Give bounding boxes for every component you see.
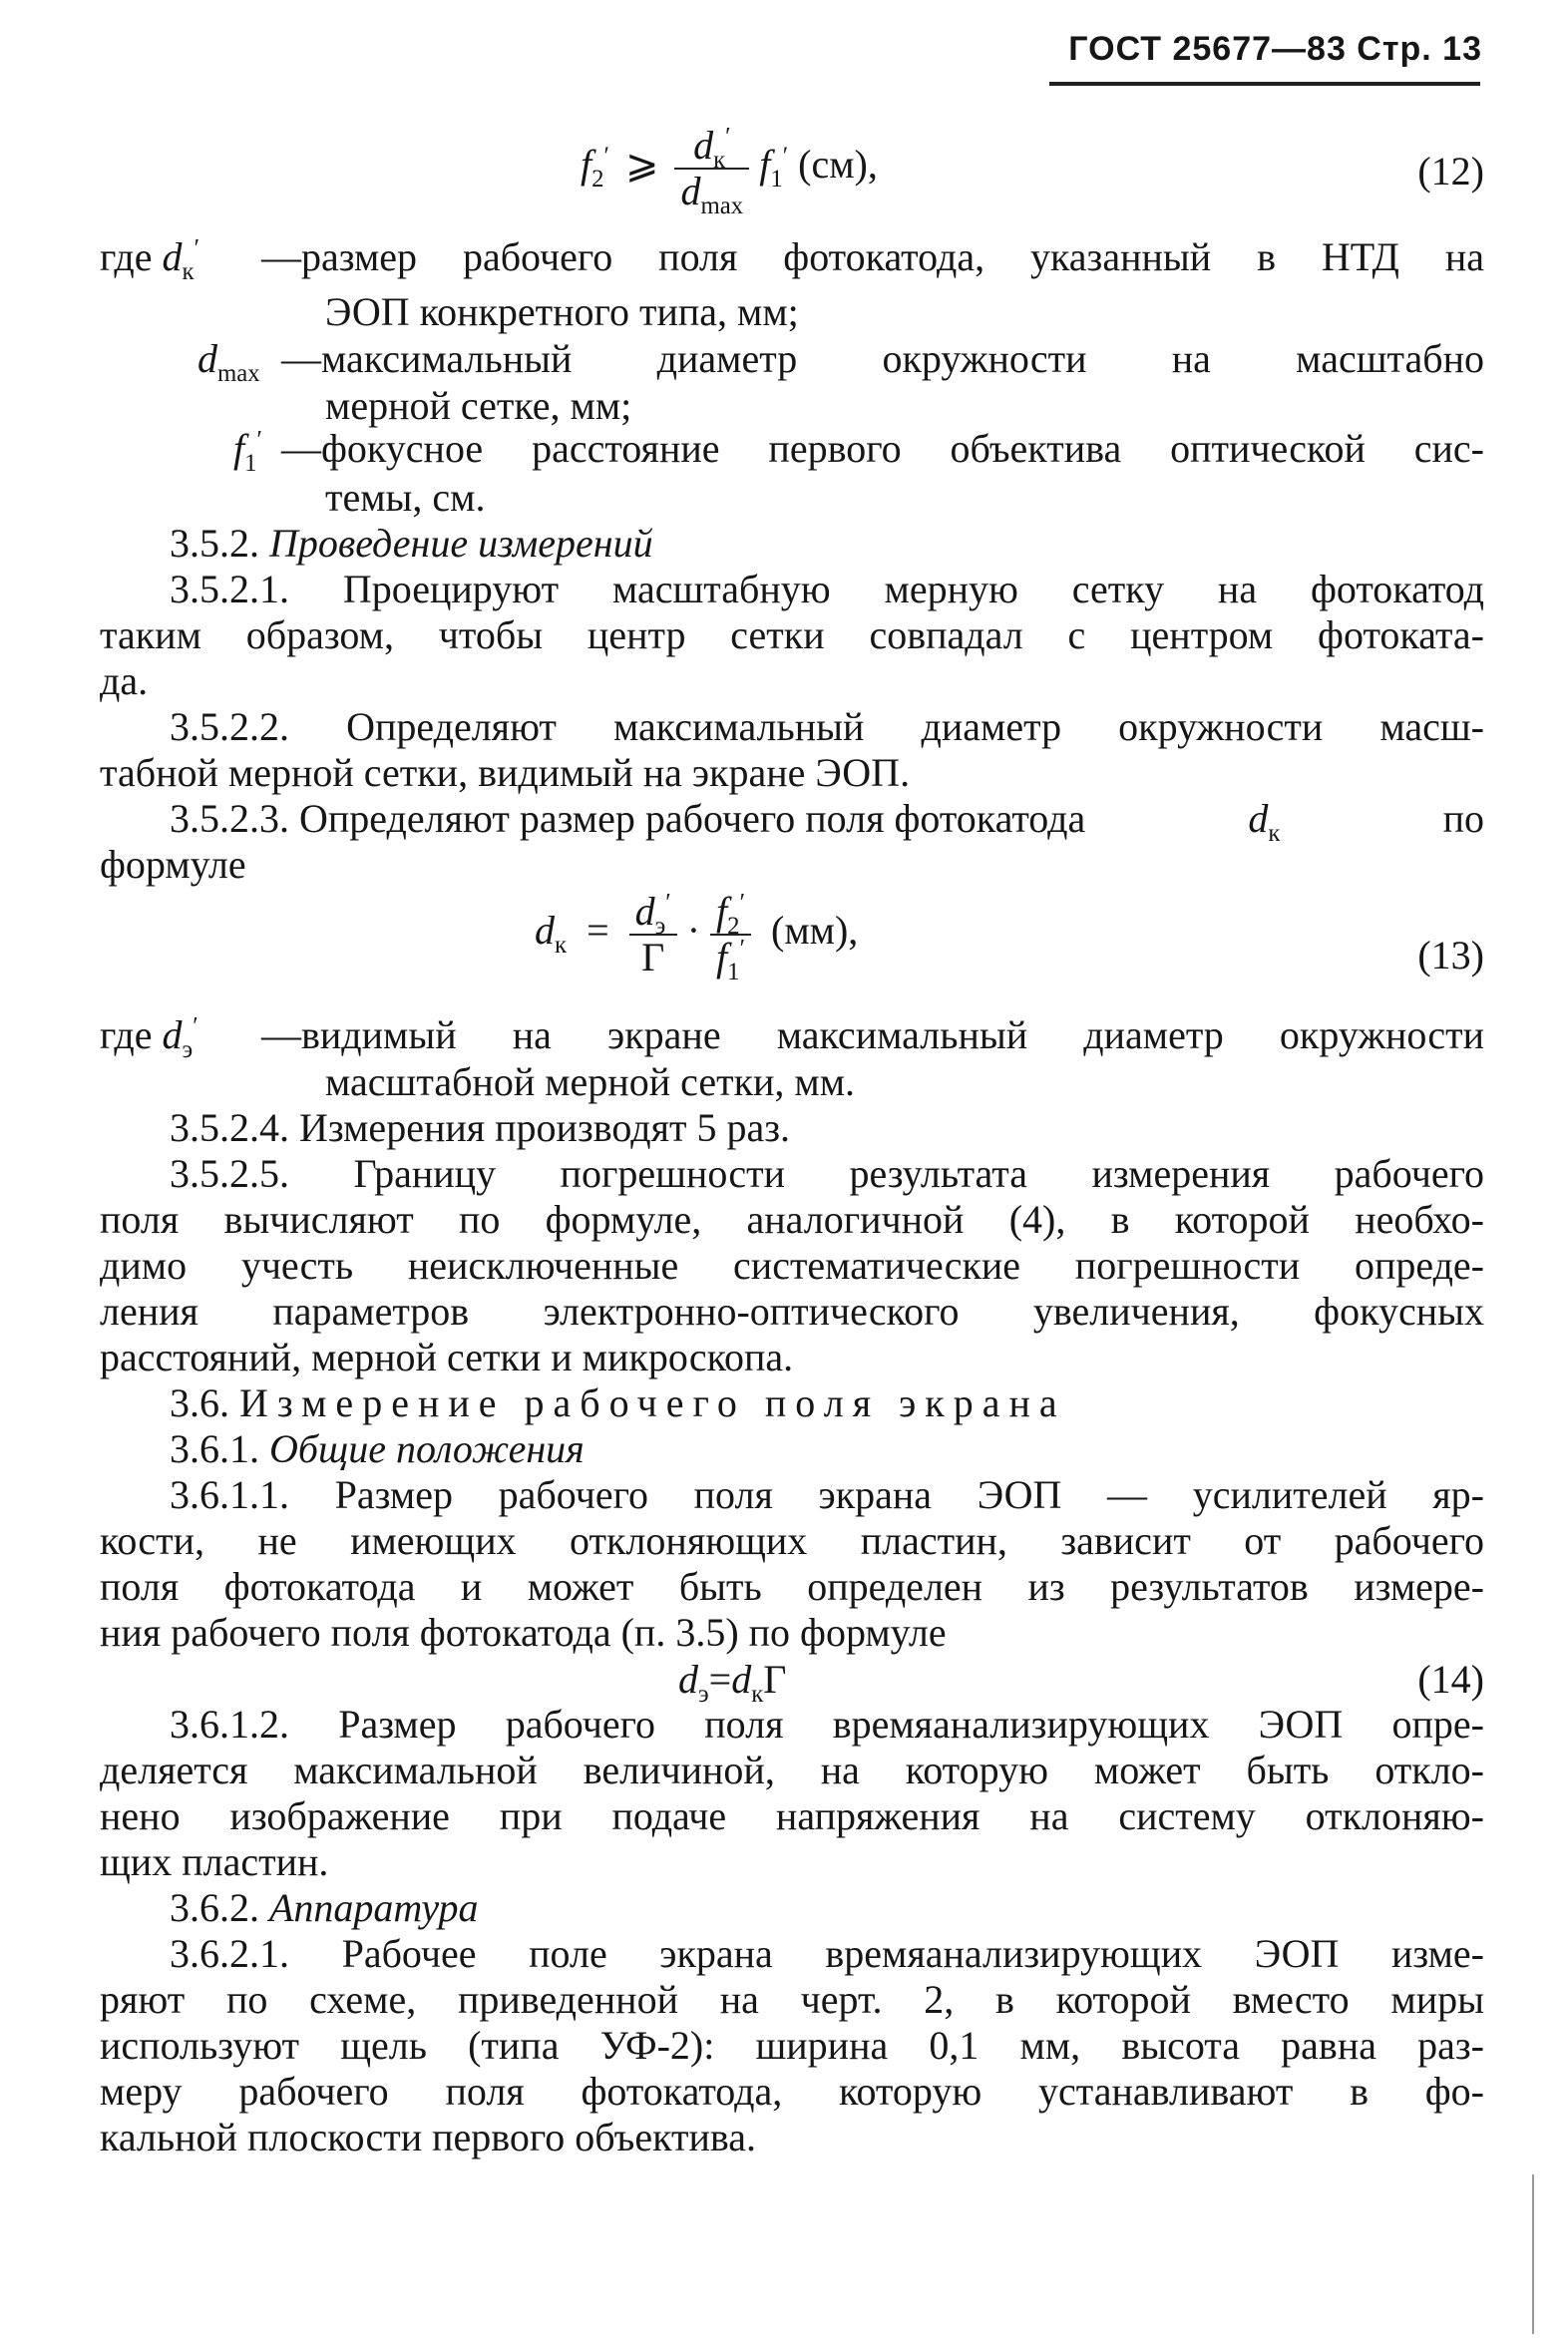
def12-term-2: $f_1'$ [233,426,262,477]
def12-line-2b: темы, см. [325,475,486,520]
formula-13-fraction-2: $\frac{f_2'}{f_1'}$ [710,892,751,978]
p-3-6-2-1-line-5: кальной плоскости первого объектива. [100,2115,756,2159]
def12-text-2: —фокусное расстояние первого объектива оптической сис- [281,426,1484,471]
def13-line-2: масштабной мерной сетки, мм. [325,1059,856,1104]
p-3-6-1-1-line-2: кости, не имеющих отклоняющих пластин, зависит от рабочего [100,1518,1484,1563]
p-3-5-2-1-line-3: да. [100,658,149,703]
def12-text-1: —максимальный диаметр окружности на масштабно [281,336,1484,381]
formula-12-lhs: f [581,142,592,188]
p-3-5-2-1-line-1: 3.5.2.1. Проецируют масштабную мерную сетку на фотокатод [170,567,1484,611]
p-3-6-2-1-line-1: 3.6.2.1. Рабочее поле экрана времяанализирующих ЭОП изме- [170,1931,1484,1976]
p-3-5-2-5-line-3: димо учесть неисключенные систематические погрешности опреде- [100,1243,1484,1288]
def12-line-0b: ЭОП конкретного типа, мм; [325,289,799,334]
p-3-5-2-4: 3.5.2.4. Измерения производят 5 раз. [170,1105,791,1150]
p-3-6-1-2-line-4: щих пластин. [100,1839,329,1884]
p-3-6-1-2-line-1: 3.6.1.2. Размер рабочего поля времяанализирующих ЭОП опре- [170,1702,1484,1747]
section-3-6-heading: 3.6. Измерение рабочего поля экрана [170,1380,1066,1425]
p-3-5-2-5-line-4: ления параметров электронно-оптического увеличения, фокусных [100,1289,1484,1334]
equation-number-12: (12) [1417,149,1484,194]
scan-edge-mark [1532,2174,1534,2334]
p-3-6-2-1-line-3: используют щель (типа УФ-2): ширина 0,1 мм, высота равна раз- [100,2023,1484,2068]
p-3-5-2-5-line-1: 3.5.2.5. Границу погрешности результата измерения рабочего [170,1151,1484,1196]
def12-lead: где $d_к'$ [100,234,200,285]
p-3-6-1-2-line-3: нено изображение при подаче напряжения на систему отклоняю- [100,1793,1484,1838]
p-3-6-1-1-line-4: ния рабочего поля фотокатода (п. 3.5) по формуле [100,1610,947,1655]
p-3-6-1-1-line-3: поля фотокатода и может быть определен из результатов измере- [100,1564,1484,1609]
def12-line-1b: мерной сетке, мм; [325,383,632,428]
formula-14: $d_э=d_кГ$ [678,1657,787,1708]
p-3-5-2-3-line-2: формуле [100,842,246,887]
formula-12-relation: ⩾ [624,142,659,188]
def12-term-1: $d_{max}$ [197,336,260,387]
formula-13-fraction-1: $\frac{d_э'}{Г}$ [629,892,677,978]
section-3-6-1-heading: 3.6.1. Общие положения [170,1426,585,1471]
equation-number-13: (13) [1417,933,1484,978]
p-3-5-2-1-line-2: таким образом, чтобы центр сетки совпадал с центром фотоката- [100,612,1484,657]
formula-12-lhs-sub: 2 [591,166,604,194]
p-3-5-2-5-line-2: поля вычисляют по формуле, аналогичной (4), в которой необхо- [100,1197,1484,1242]
p-3-5-2-5-line-5: расстояний, мерной сетки и микроскопа. [100,1335,794,1379]
p-3-6-1-1-line-1: 3.6.1.1. Размер рабочего поля экрана ЭОП — усилителей яр- [170,1472,1484,1517]
def13-lead: где $d_э'$ [100,1012,198,1063]
def13-text: —видимый на экране максимальный диаметр окружности [261,1012,1484,1057]
p-3-6-2-1-line-4: меру рабочего поля фотокатода, которую устанавливают в фо- [100,2069,1484,2114]
p-3-6-2-1-line-2: ряют по схеме, приведенной на черт. 2, в которой вместо миры [100,1977,1484,2022]
p-3-5-2-2-line-2: табной мерной сетки, видимый на экране ЭОП. [100,750,911,795]
formula-12-fraction: $\frac{d_к'}{d_{max}}$ [674,126,749,211]
equation-number-14: (14) [1417,1657,1484,1702]
section-3-5-2-heading: 3.5.2. Проведение измерений [170,521,653,566]
formula-12-factor: f [759,142,771,188]
p-3-5-2-2-line-1: 3.5.2.2. Определяют максимальный диаметр окружности масш- [170,704,1484,749]
formula-12: $f_2'$ ⩾ $\frac{d_к'}{d_{max}}$ $f_1'$ (см), [581,123,878,219]
formula-12-unit: (см), [798,142,878,188]
def12-dash-0: —размер рабочего поля фотокатода, указанный в НТД на [261,234,1484,279]
page-header: ГОСТ 25677—83 Стр. 13 [1068,30,1482,68]
header-rule [1049,82,1480,86]
section-3-6-2-heading: 3.6.2. Аппаратура [170,1885,479,1930]
formula-13: $d_к$ = $\frac{d_э'}{Г}$ · $\frac{f_2'}{f_1'}$ (мм), [535,889,859,985]
p-3-6-1-2-line-2: деляется максимальной величиной, на которую может быть откло- [100,1748,1484,1792]
p-3-5-2-3-line-1: 3.5.2.3. Определяют размер рабочего поля фотокатода $d_к$ по [170,796,1484,847]
